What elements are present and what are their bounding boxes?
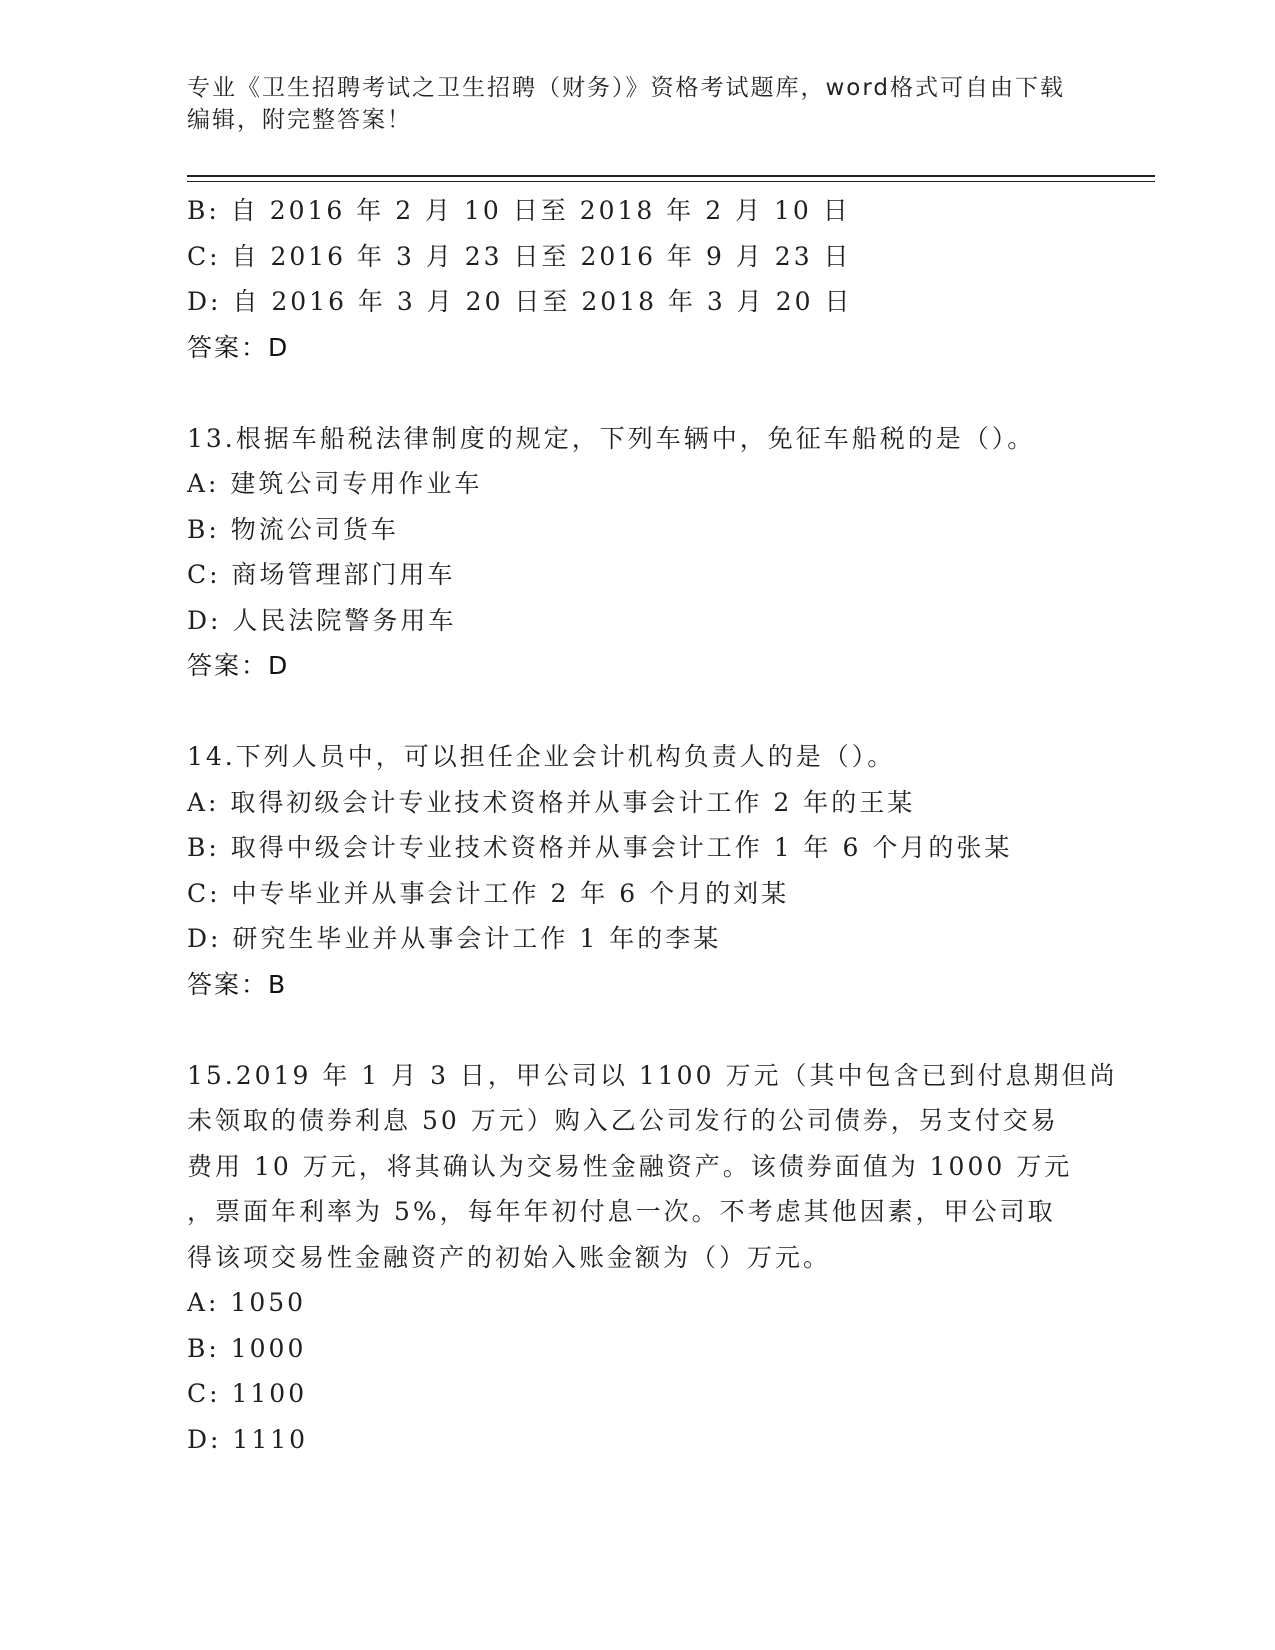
option-b: B: 自 2016 年 2 月 10 日至 2018 年 2 月 10 日 (187, 196, 851, 225)
option-a: A: 1050 (187, 1288, 307, 1317)
question-stem-line-3: 费用 10 万元，将其确认为交易性金融资产。该债券面值为 1000 万元 (187, 1151, 1073, 1181)
question-15 (187, 1053, 1118, 1463)
question-13 (187, 416, 1087, 689)
question-stem: 13.根据车船税法律制度的规定，下列车辆中，免征车船税的是（）。 (187, 423, 1036, 453)
option-a: A: 建筑公司专用作业车 (187, 469, 483, 498)
option-b: B: 物流公司货车 (187, 514, 399, 544)
question-stem: 14.下列人员中，可以担任企业会计机构负责人的是（）。 (187, 742, 896, 771)
answer-line: 答案：D (187, 332, 290, 362)
option-d: D: 自 2016 年 3 月 20 日至 2018 年 3 月 20 日 (187, 287, 853, 316)
option-d: D: 人民法院警务用车 (187, 605, 457, 635)
option-c: C: 中专毕业并从事会计工作 2 年 6 个月的刘某 (187, 878, 790, 908)
question-stem-line-5: 得该项交易性金融资产的初始入账金额为（）万元。 (187, 1242, 832, 1272)
question-stem-line-4: ，票面年利率为 5%，每年年初付息一次。不考虑其他因素，甲公司取 (187, 1197, 1056, 1226)
option-c: C: 1100 (187, 1379, 308, 1408)
option-b: B: 取得中级会计专业技术资格并从事会计工作 1 年 6 个月的张某 (187, 833, 1013, 862)
answer-line: 答案：D (187, 651, 290, 680)
header-rule-thin (187, 181, 1155, 182)
spacer (187, 370, 1087, 416)
option-b: B: 1000 (187, 1333, 307, 1363)
question-14 (187, 734, 1087, 1007)
option-c: C: 商场管理部门用车 (187, 560, 456, 589)
question-stem-line-1: 15.2019 年 1 月 3 日，甲公司以 1100 万元（其中包含已到付息期但尚 (187, 1060, 1118, 1090)
answer-line: 答案：B (187, 969, 288, 999)
document-header: 专业《卫生招聘考试之卫生招聘（财务）》资格考试题库，word格式可自由下载编辑，附完整答案！ (187, 75, 1066, 133)
question-stem-line-2: 未领取的债券利息 50 万元）购入乙公司发行的公司债券，另支付交易 (187, 1106, 1059, 1135)
option-d: D: 1110 (187, 1424, 309, 1454)
question-12 (187, 188, 1087, 370)
option-c: C: 自 2016 年 3 月 23 日至 2016 年 9 月 23 日 (187, 241, 852, 271)
header-rule-thick (187, 175, 1155, 177)
option-a: A: 取得初级会计专业技术资格并从事会计工作 2 年的王某 (187, 787, 916, 817)
question-content (187, 188, 1118, 1462)
spacer (187, 689, 1087, 735)
spacer (187, 1007, 1087, 1053)
option-d: D: 研究生毕业并从事会计工作 1 年的李某 (187, 924, 722, 953)
